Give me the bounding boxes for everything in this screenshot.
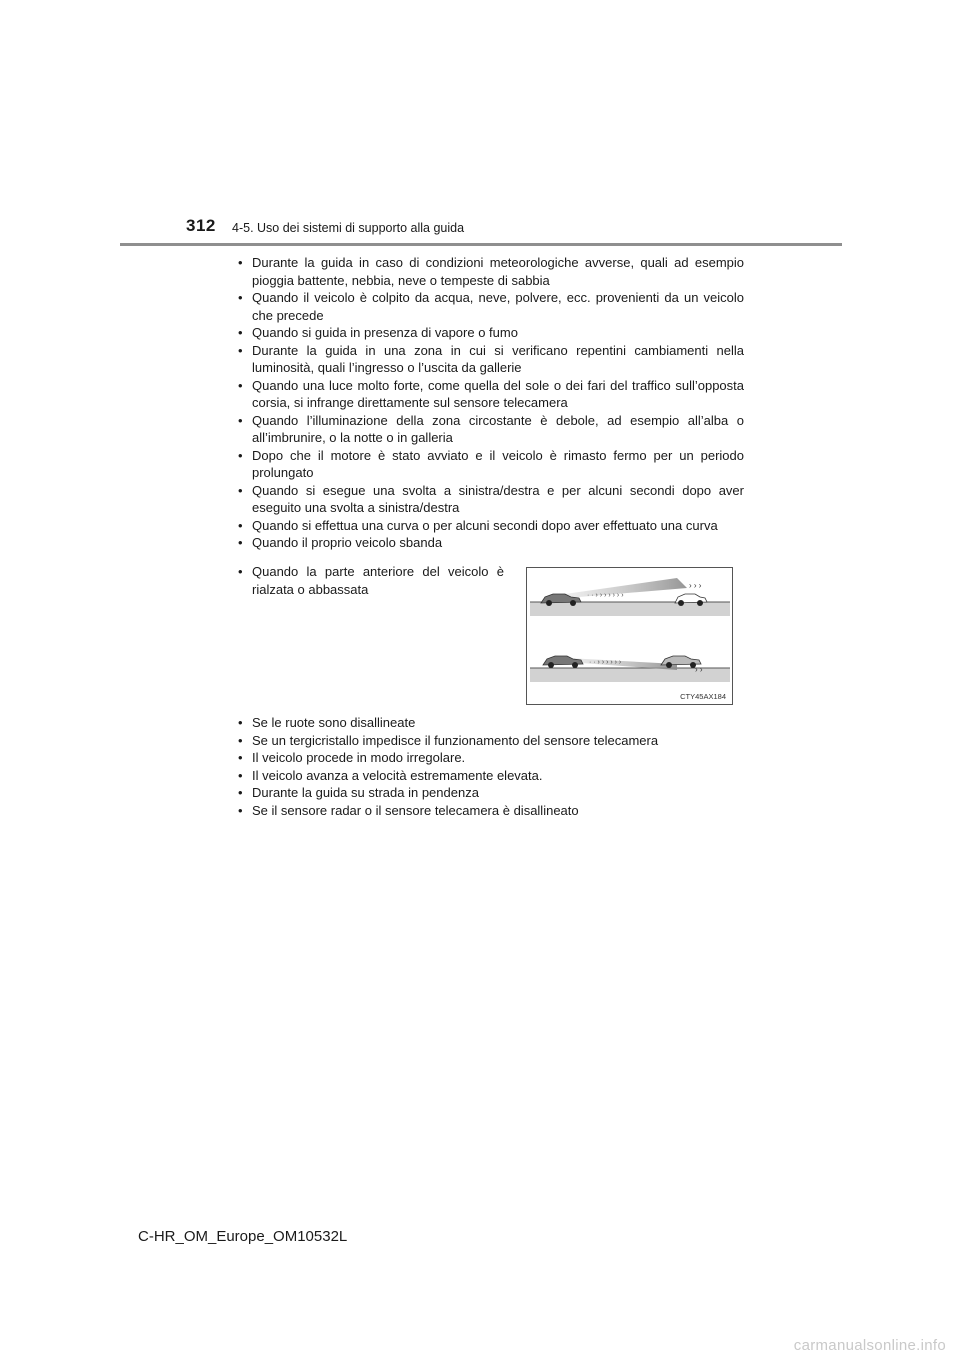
- svg-text:· · › › › › › ›: · · › › › › › ›: [589, 659, 622, 666]
- list-item: • Se il sensore radar o il sensore telecamera è disallineato: [236, 802, 744, 820]
- svg-text:· · › › › › › › ›: · · › › › › › › ›: [587, 592, 624, 599]
- bullet-list-upper: [236, 254, 744, 552]
- list-item: • Quando una luce molto forte, come quella del sole o dei fari del traffico sull’opposta corsia, si infrange direttamente sul sensore telecamera: [236, 377, 744, 412]
- svg-text:› ›: › ›: [695, 665, 703, 674]
- svg-text:› › ›: › › ›: [689, 581, 702, 590]
- list-item: • Quando il veicolo è colpito da acqua, neve, polvere, ecc. provenienti da un veicolo che precede: [236, 289, 744, 324]
- list-item: • Quando si effettua una curva o per alcuni secondi dopo aver effettuato una curva: [236, 517, 744, 535]
- figure-code: CTY45AX184: [680, 692, 726, 701]
- list-item: • Durante la guida su strada in pendenza: [236, 784, 744, 802]
- camera-beam-top: [565, 578, 687, 598]
- list-item: • Quando l’illuminazione della zona circostante è debole, ad esempio all’alba o all’imbrunire, o la notte o in galleria: [236, 412, 744, 447]
- header-divider: [120, 243, 842, 246]
- list-item: • Quando il proprio veicolo sbanda: [236, 534, 744, 552]
- section-title: 4-5. Uso dei sistemi di supporto alla guida: [232, 221, 465, 235]
- bullet-list-lower: [236, 714, 744, 819]
- list-item: • Quando la parte anteriore del veicolo è rialzata o abbassata: [236, 563, 504, 598]
- list-item: • Durante la guida in caso di condizioni meteorologiche avverse, quali ad esempio pioggia battente, nebbia, neve o tempeste di sabbia: [236, 254, 744, 289]
- watermark: carmanualsonline.info: [793, 1337, 946, 1354]
- list-item: • Quando si esegue una svolta a sinistra/destra e per alcuni secondi dopo aver eseguito una svolta a sinistra/destra: [236, 482, 744, 517]
- own-car-bottom: [543, 656, 583, 668]
- list-item: • Quando si guida in presenza di vapore o fumo: [236, 324, 744, 342]
- page-number: 312: [186, 216, 216, 235]
- bullet-list-side: [236, 563, 504, 598]
- list-item: • Dopo che il motore è stato avviato e il veicolo è rimasto fermo per un periodo prolungato: [236, 447, 744, 482]
- list-item: • Se le ruote sono disallineate: [236, 714, 744, 732]
- list-item: • Durante la guida in una zona in cui si verificano repentini cambiamenti nella luminosità, quali l’ingresso o l’uscita da gallerie: [236, 342, 744, 377]
- list-item: • Se un tergicristallo impedisce il funzionamento del sensore telecamera: [236, 732, 744, 750]
- list-item: • Il veicolo procede in modo irregolare.: [236, 749, 744, 767]
- document-id: C-HR_OM_Europe_OM10532L: [138, 1228, 348, 1245]
- list-item: • Il veicolo avanza a velocità estremamente elevata.: [236, 767, 744, 785]
- sensor-illustration: [526, 567, 733, 705]
- vehicle-tilt-diagram: [527, 568, 732, 704]
